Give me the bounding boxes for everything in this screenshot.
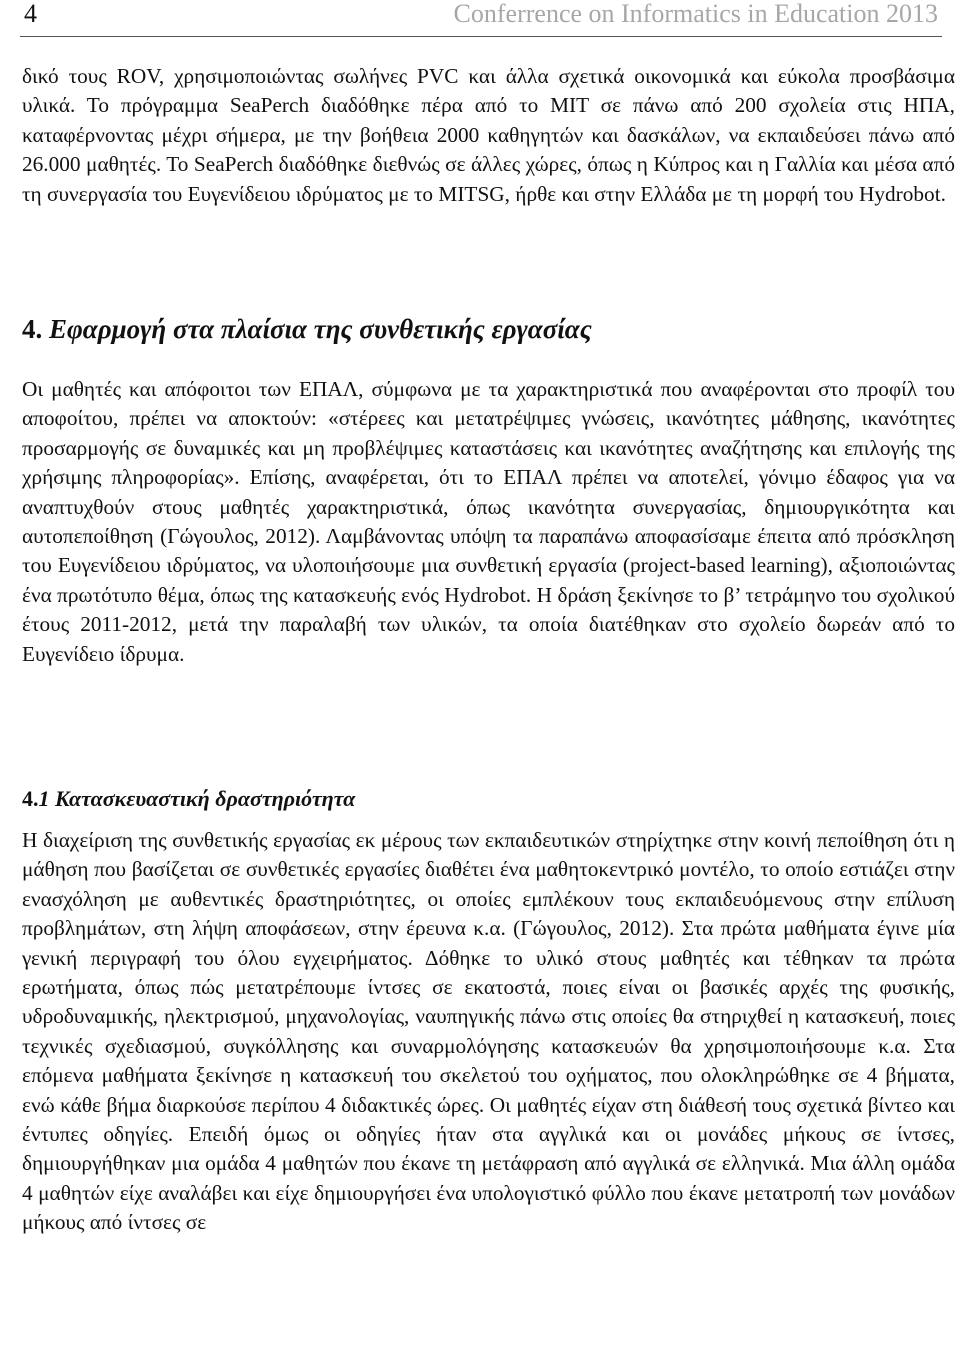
section-title: Εφαρμογή στα πλαίσια της συνθετικής εργασίας (49, 314, 592, 344)
page-header (20, 0, 942, 37)
paragraph-seaperch: δικό τους ROV, χρησιμοποιώντας σωλήνες PVC και άλλα σχετικά οικονομικά και εύκολα προσβάσιμα υλικά. Το πρόγραμμα SeaPerch διαδόθηκε πέρα από το MIT σε πάνω από 200 σχολεία στις ΗΠΑ, καταφέρνοντας μέχρι σήμερα, με την βοήθεια 2000 καθηγητών και δασκάλων, να εκπαιδεύσει πάνω από 26.000 μαθητές. Το SeaPerch διαδόθηκε διεθνώς σε άλλες χώρες, όπως η Κύπρος και η Γαλλία και μέσα από τη συνεργασία του Ευγενίδειου ιδρύματος με το MITSG, ήρθε και στην Ελλάδα με τη μορφή του Hydrobot. (22, 64, 955, 206)
paragraph-epal: Οι μαθητές και απόφοιτοι των ΕΠΑΛ, σύμφωνα με τα χαρακτηριστικά που αναφέρονται στο προφίλ του αποφοίτου, πρέπει να αποκτούν: «στέρεες και μετατρέψιμες γνώσεις, ικανότητες μάθησης, ικανότητες προσαρμογής σε δυναμικές και μη προβλέψιμες καταστάσεις και ικανότητες αναζήτησης και επιλογής της χρήσιμης πληροφορίας». Επίσης, αναφέρεται, ότι το ΕΠΑΛ πρέπει να αποτελεί, γόνιμο έδαφος για να αναπτυχθούν στους μαθητές χαρακτηριστικά, όπως ικανότητα συνεργασίας, δημιουργικότητα και αυτοπεποίθηση (Γώγουλος, 2012). Λαμβάνοντας υπόψη τα παραπάνω αποφασίσαμε έπειτα από πρόσκληση του Ευγενίδειου ιδρύματος, να υλοποιήσουμε μια συνθετική εργασία (project-based learning), αξιοποιώντας ένα πρωτότυπο θέμα, όπως της κατασκευής ενός Hydrobot. Η δράση ξεκίνησε το β’ τετράμηνο του σχολικού έτους 2011-2012, μετά την παραλαβή των υλικών, τα οποία διατέθηκαν στο σχολείο δωρεάν από το Ευγενίδειο ίδρυμα. (22, 377, 955, 666)
section-number: 4. (22, 314, 43, 344)
section-heading (22, 312, 592, 346)
subsection-title: 1 Κατασκευαστική δραστηριότητα (38, 786, 356, 811)
subsection-heading (22, 784, 355, 814)
subsection-number: 4. (22, 786, 39, 811)
paragraph-construction: Η διαχείριση της συνθετικής εργασίας εκ μέρους των εκπαιδευτικών στηρίχτηκε στην κοινή πεποίθηση ότι η μάθηση που βασίζεται σε συνθετικές εργασίες διαθέτει ένα μαθητοκεντρικό μοντέλο, το οποίο εστιάζει στην ενασχόληση με αυθεντικές δραστηριότητες, οι οποίες εμπλέκουν τους εκπαιδευόμενους στην επίλυση προβλημάτων, στη λήψη αποφάσεων, στην έρευνα κ.α. (Γώγουλος, 2012). Στα πρώτα μαθήματα έγινε μία γενική περιγραφή του όλου εγχειρήματος. Δόθηκε το υλικό στους μαθητές και τέθηκαν τα πρώτα ερωτήματα, όπως πώς μετατρέπουμε ίντσες σε εκατοστά, ποιες είναι οι βασικές αρχές της φυσικής, υδροδυναμικής, ηλεκτρισμού, μηχανολογίας, ναυπηγικής πάνω στις οποίες θα στηριχθεί η κατασκευή, ποιες τεχνικές σχεδιασμού, συγκόλλησης και συναρμολόγησης κατασκευών θα χρησιμοποιήσουμε κ.α. Στα επόμενα μαθήματα ξεκίνησε η κατασκευή του σκελετού του οχήματος, που ολοκληρώθηκε σε 4 βήματα, ενώ κάθε βήμα διαρκούσε περίπου 4 διδακτικές ώρες. Οι μαθητές είχαν στη διάθεσή τους σχετικά βίντεο και έντυπες οδηγίες. Επειδή όμως οι οδηγίες ήταν στα αγγλικά και οι μονάδες μήκους σε ίντσες, δημιουργήθηκαν μια ομάδα 4 μαθητών που έκανε τη μετάφραση από αγγλικά σε ελληνικά. Μια άλλη ομάδα 4 μαθητών είχε αναλάβει και είχε δημιουργήσει ένα υπολογιστικό φύλλο που έκανε μετατροπή των μονάδων μήκους από ίντσες σε (22, 828, 955, 1235)
running-title: Conferrence on Informatics in Education 2013 (453, 0, 938, 28)
page-number: 4 (24, 0, 37, 28)
